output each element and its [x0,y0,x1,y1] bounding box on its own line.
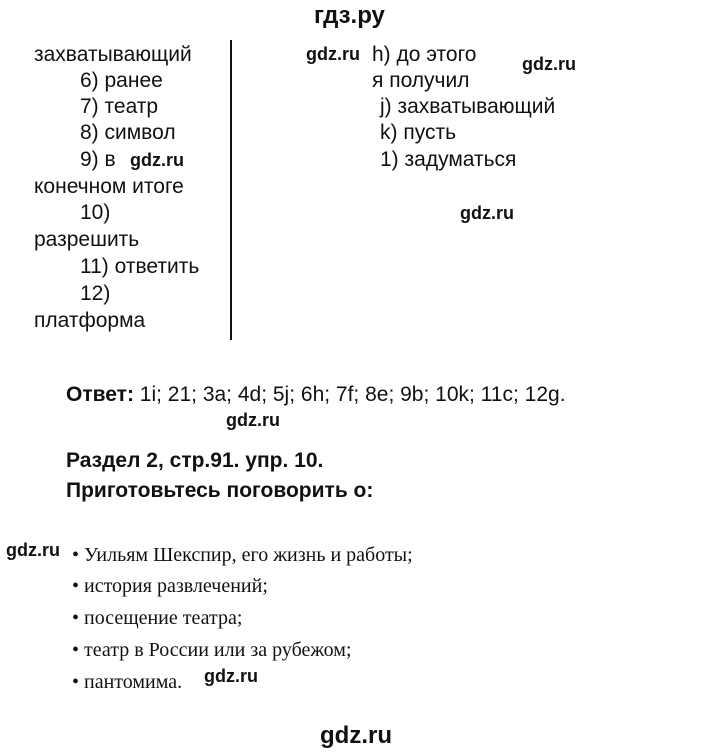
bullet-item-5: • пантомима. [72,671,183,693]
section-heading: Раздел 2, стр.91. упр. 10. [66,449,324,472]
left-line-1: захватывающий [34,43,192,66]
answer-label: Ответ: [66,383,134,406]
header-site: гдз.ру [314,2,385,29]
watermark-1: gdz.ru [130,150,184,170]
bullet-item-1: • Уильям Шекспир, его жизнь и работы; [72,544,413,566]
watermark-5: gdz.ru [226,410,280,430]
watermark-7: gdz.ru [204,666,258,686]
footer-site: gdz.ru [320,722,392,749]
column-divider [230,40,232,340]
left-line-11: платформа [34,309,146,332]
watermark-6: gdz.ru [6,540,60,560]
left-line-10: 12) [80,282,111,305]
answer-text: 1i; 21; 3a; 4d; 5j; 6h; 7f; 8e; 9b; 10k; 11c; 12g. [139,383,566,406]
left-line-6: конечном итоге [34,175,184,198]
left-line-9: 11) ответить [80,255,200,278]
left-line-4: 8) символ [80,121,176,144]
watermark-4: gdz.ru [460,203,514,223]
right-line-3: j) захватывающий [380,95,556,118]
left-line-7: 10) [80,201,111,224]
left-line-5: 9) в [80,148,116,171]
right-line-2: я получил [372,69,470,92]
right-line-5: 1) задуматься [380,148,517,171]
right-line-1: h) до этого [372,43,477,66]
watermark-3: gdz.ru [522,54,576,74]
bullet-item-4: • театр в России или за рубежом; [72,639,352,661]
watermark-2: gdz.ru [306,44,360,64]
right-line-4: k) пусть [380,121,457,144]
left-line-2: 6) ранее [80,69,163,92]
section-subheading: Приготовьтесь поговорить о: [66,479,374,502]
left-line-8: разрешить [34,228,140,251]
bullet-item-2: • история развлечений; [72,575,268,597]
bullet-item-3: • посещение театра; [72,607,243,629]
answer-line [66,382,566,408]
left-line-3: 7) театр [80,95,159,118]
